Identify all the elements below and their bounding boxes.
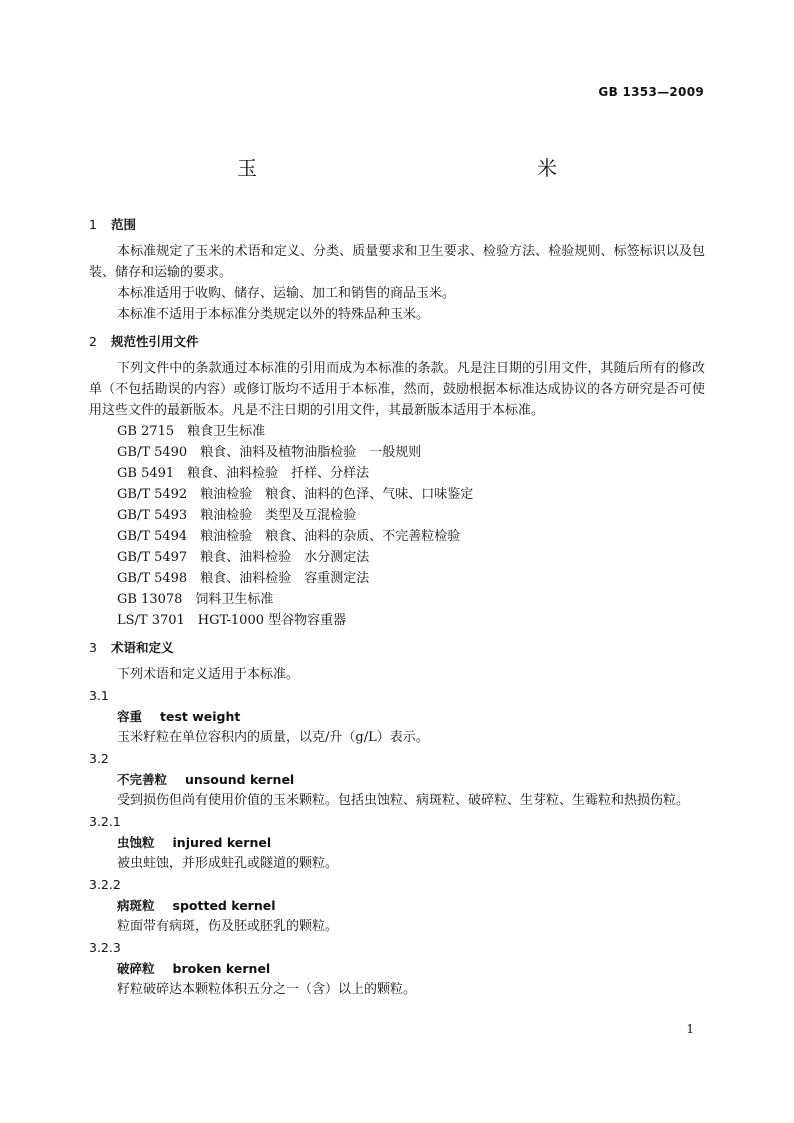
reference-item: GB/T 5490 粮食、油料及植物油脂检验 一般规则 bbox=[117, 445, 422, 460]
reference-item: GB/T 5498 粮食、油料检验 容重测定法 bbox=[117, 571, 370, 586]
term-zh: 病斑粒 bbox=[117, 898, 155, 913]
term-heading bbox=[89, 706, 705, 727]
clause-number: 3.2.2 bbox=[89, 877, 121, 892]
term-en: unsound kernel bbox=[185, 772, 295, 787]
document-body bbox=[89, 214, 705, 1000]
clause-number: 3.1 bbox=[89, 688, 109, 703]
section-heading-normative-references bbox=[89, 331, 705, 352]
section-number: 2 bbox=[89, 334, 97, 349]
clause-number: 3.2.1 bbox=[89, 814, 121, 829]
reference-item: LS/T 3701 HGT-1000 型谷物容重器 bbox=[117, 613, 347, 628]
term-en: test weight bbox=[160, 709, 241, 724]
reference-item: GB/T 5492 粮油检验 粮食、油料的色泽、气味、口味鉴定 bbox=[117, 487, 474, 502]
paragraph: 本标准规定了玉米的术语和定义、分类、质量要求和卫生要求、检验方法、检验规则、标签标识以及包装、储存和运输的要求。 bbox=[89, 244, 705, 280]
reference-item: GB 13078 饲料卫生标准 bbox=[117, 592, 274, 607]
term-definition: 玉米籽粒在单位容积内的质量，以克/升（g/L）表示。 bbox=[117, 730, 429, 745]
term-zh: 不完善粒 bbox=[117, 772, 168, 787]
term-en: injured kernel bbox=[172, 835, 272, 850]
paragraph: 下列文件中的条款通过本标准的引用而成为本标准的条款。凡是注日期的引用文件，其随后所有的修改单（不包括勘误的内容）或修订版均不适用于本标准，然而，鼓励根据本标准达成协议的各方研究是否可使用这些文件的最新版本。凡是不注日期的引用文件，其最新版本适用于本标准。 bbox=[89, 361, 705, 418]
document-code: GB 1353—2009 bbox=[598, 85, 704, 99]
paragraph: 本标准不适用于本标准分类规定以外的特殊品种玉米。 bbox=[117, 307, 430, 322]
reference-item: GB/T 5497 粮食、油料检验 水分测定法 bbox=[117, 550, 370, 565]
section-title: 规范性引用文件 bbox=[111, 334, 199, 349]
section-title: 范围 bbox=[111, 217, 137, 232]
term-definition: 被虫蛀蚀，并形成蛀孔或隧道的颗粒。 bbox=[117, 856, 339, 871]
section-number: 3 bbox=[89, 640, 97, 655]
term-en: spotted kernel bbox=[172, 898, 276, 913]
clause-number: 3.2.3 bbox=[89, 940, 121, 955]
term-zh: 破碎粒 bbox=[117, 961, 155, 976]
paragraph: 本标准适用于收购、储存、运输、加工和销售的商品玉米。 bbox=[117, 286, 456, 301]
reference-item: GB 2715 粮食卫生标准 bbox=[117, 424, 266, 439]
term-zh: 虫蚀粒 bbox=[117, 835, 155, 850]
reference-item: GB 5491 粮食、油料检验 扦样、分样法 bbox=[117, 466, 370, 481]
section-heading-scope bbox=[89, 214, 705, 235]
term-heading bbox=[89, 769, 705, 790]
term-heading bbox=[89, 832, 705, 853]
term-definition: 受到损伤但尚有使用价值的玉米颗粒。包括虫蚀粒、病斑粒、破碎粒、生芽粒、生霉粒和热损伤粒。 bbox=[117, 793, 690, 808]
term-en: broken kernel bbox=[172, 961, 271, 976]
section-number: 1 bbox=[89, 217, 97, 232]
document-title: 玉 米 bbox=[237, 156, 637, 180]
clause-number: 3.2 bbox=[89, 751, 109, 766]
section-title: 术语和定义 bbox=[111, 640, 174, 655]
page-number: 1 bbox=[686, 1022, 694, 1036]
term-heading bbox=[89, 958, 705, 979]
reference-item: GB/T 5494 粮油检验 粮食、油料的杂质、不完善粒检验 bbox=[117, 529, 461, 544]
reference-item: GB/T 5493 粮油检验 类型及互混检验 bbox=[117, 508, 357, 523]
term-definition: 籽粒破碎达本颗粒体积五分之一（含）以上的颗粒。 bbox=[117, 982, 417, 997]
paragraph: 下列术语和定义适用于本标准。 bbox=[117, 667, 300, 682]
term-definition: 粒面带有病斑，伤及胚或胚乳的颗粒。 bbox=[117, 919, 339, 934]
term-heading bbox=[89, 895, 705, 916]
section-heading-terms-definitions bbox=[89, 637, 705, 658]
term-zh: 容重 bbox=[117, 709, 143, 724]
